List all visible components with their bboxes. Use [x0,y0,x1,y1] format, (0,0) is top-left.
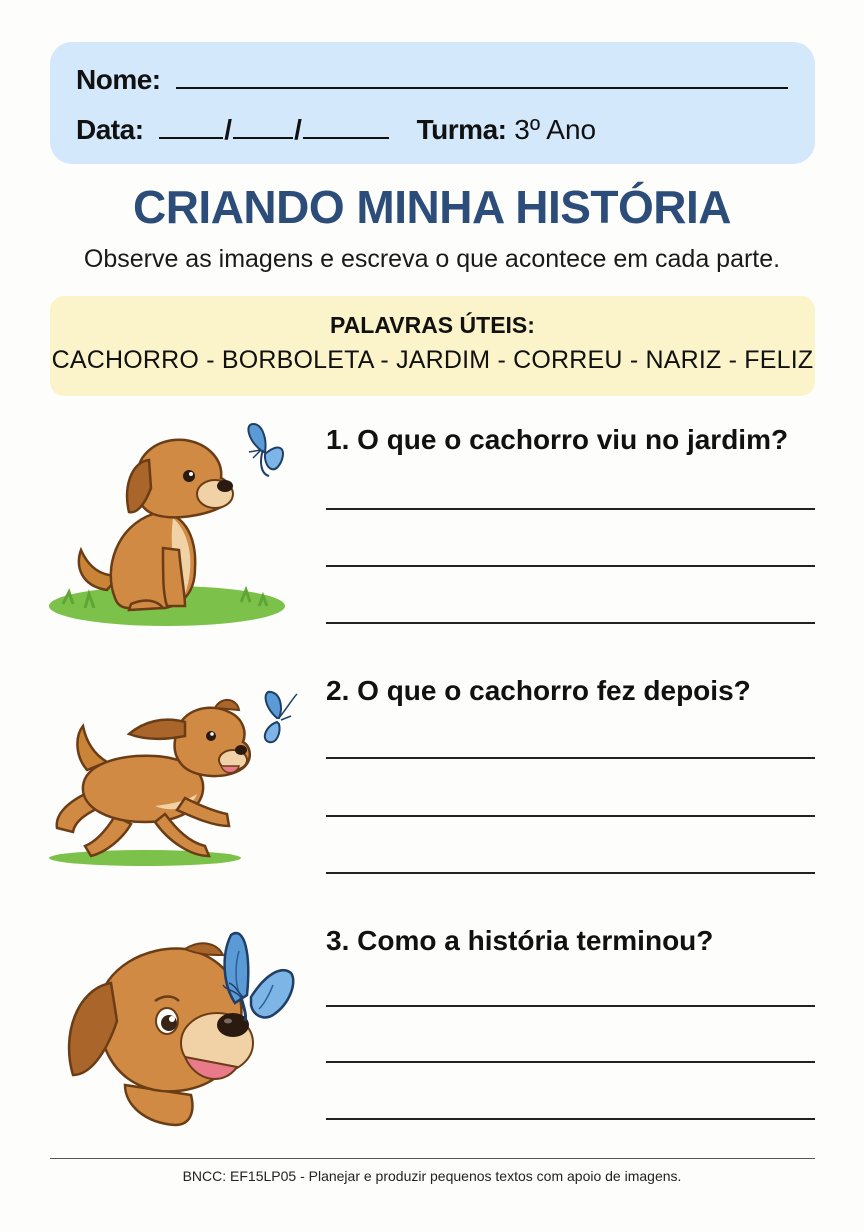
answer-line[interactable] [326,622,815,624]
word-bank-title: PALAVRAS ÚTEIS: [330,312,535,338]
name-field[interactable] [176,67,788,89]
date-month-field[interactable] [233,117,293,139]
name-label: Nome: [76,64,161,95]
question-2: 2. O que o cachorro fez depois? [326,675,751,706]
word-bank-words: CACHORRO - BORBOLETA - JARDIM - CORREU - NARIZ - FELIZ [51,346,814,374]
puppy-running-illustration [45,686,305,876]
answer-line[interactable] [326,1005,815,1007]
class-label: Turma: [416,114,507,145]
class-value: 3º Ano [514,114,597,145]
answer-line[interactable] [326,815,815,817]
date-day-field[interactable] [159,117,223,139]
date-label: Data: [76,114,144,145]
puppy-sitting-illustration [45,418,295,638]
answer-line[interactable] [326,1061,815,1063]
date-row: Data: / / Turma: 3º Ano [76,114,597,145]
instructions: Observe as imagens e escreva o que acontece em cada parte. [83,245,781,273]
answer-line[interactable] [326,565,815,567]
name-row [76,64,788,96]
answer-line[interactable] [326,1118,815,1120]
puppy-butterfly-nose-illustration [55,925,315,1130]
word-bank-box [50,296,815,396]
footer-bncc: BNCC: EF15LP05 - Planejar e produzir pequenos textos com apoio de imagens. [182,1168,682,1184]
question-1: 1. O que o cachorro viu no jardim? [326,424,789,455]
page-title: CRIANDO MINHA HISTÓRIA [132,181,732,233]
answer-line[interactable] [326,757,815,759]
answer-line[interactable] [326,872,815,874]
student-info-box [50,42,815,164]
footer-divider [50,1158,815,1159]
answer-line[interactable] [326,508,815,510]
question-3: 3. Como a história terminou? [326,925,714,956]
date-year-field[interactable] [303,117,389,139]
